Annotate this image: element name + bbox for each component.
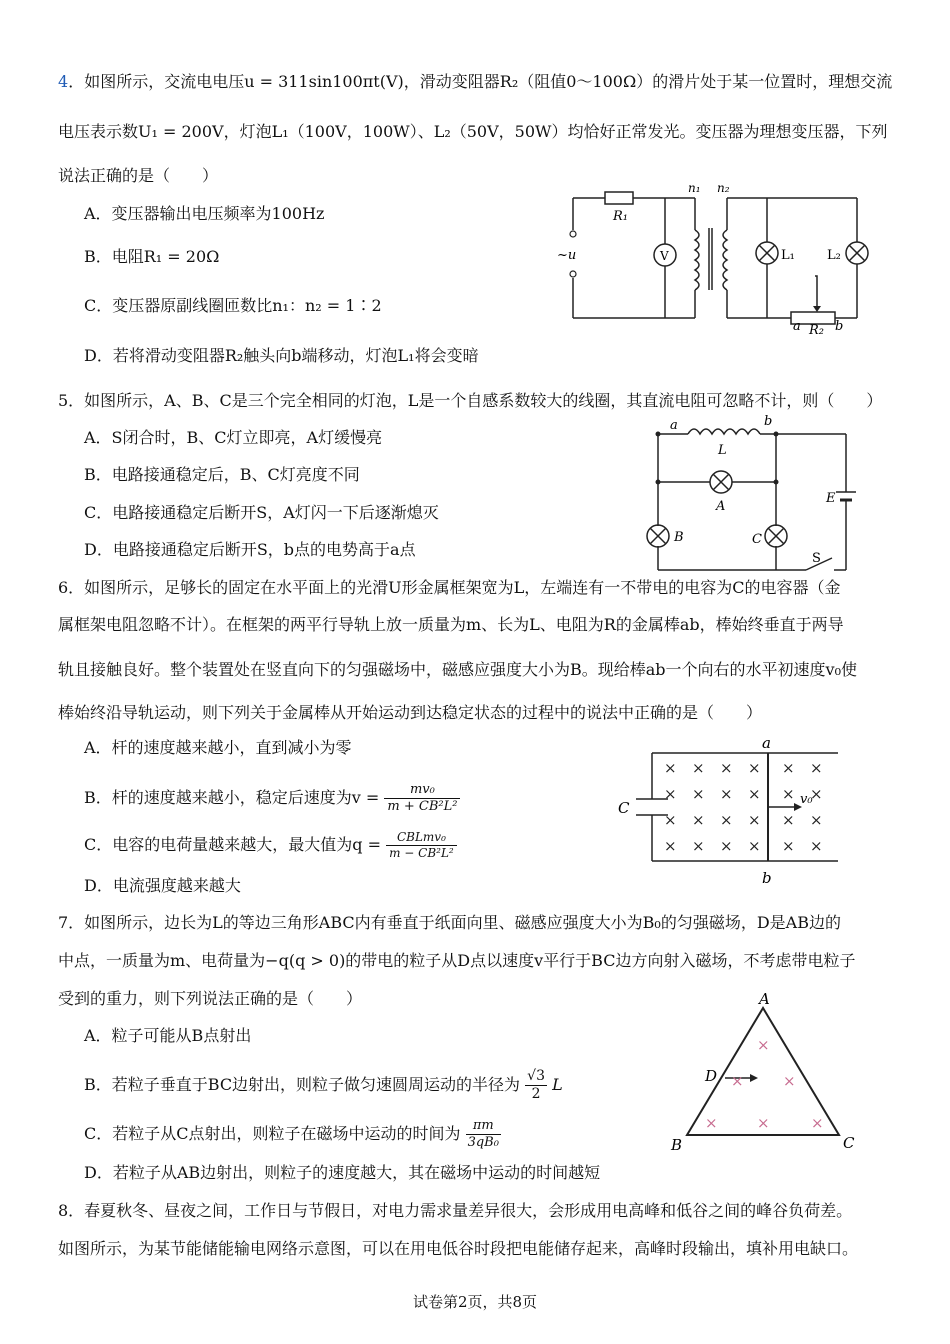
q5-option-a[interactable]: A．S闭合时，B、C灯立即亮，A灯缓慢亮 xyxy=(84,428,383,447)
field-cross: × xyxy=(720,837,733,855)
label-c: C xyxy=(843,1134,855,1152)
field-cross: × xyxy=(692,837,705,855)
q6-line4: 棒始终沿导轨运动，则下列关于金属棒从开始运动到达稳定状态的过程中的说法中正确的是（ ） xyxy=(58,703,763,722)
q7-fracb-tail: L xyxy=(552,1075,563,1094)
label-n2: n₂ xyxy=(717,181,730,195)
q6-fracc-num: CBLmv₀ xyxy=(386,830,457,846)
field-cross: × xyxy=(748,837,761,855)
field-cross: × xyxy=(811,1114,824,1132)
field-cross: × xyxy=(782,759,795,777)
label-b: B xyxy=(671,1136,683,1154)
label-b: b xyxy=(835,319,844,334)
q4-option-c[interactable]: C．变压器原副线圈匝数比n₁：n₂ = 1∶2 xyxy=(84,296,382,315)
q4-option-a[interactable]: A．变压器输出电压频率为100Hz xyxy=(84,204,325,223)
field-cross: × xyxy=(720,759,733,777)
q6-option-c-fraction xyxy=(386,830,457,861)
field-cross: × xyxy=(782,811,795,829)
q7-triangle-figure xyxy=(665,990,865,1160)
secondary-coil xyxy=(723,230,727,290)
field-cross: × xyxy=(692,785,705,803)
field-cross: × xyxy=(692,811,705,829)
q6-line2: 属框架电阻忽略不计）。在框架的两平行导轨上放一质量为m、长为L、电阻为R的金属棒ab，棒始终垂直于两导 xyxy=(58,615,844,634)
q6-option-a[interactable]: A．杆的速度越来越小，直到减小为零 xyxy=(84,738,352,757)
q7-option-d[interactable]: D．若粒子从AB边射出，则粒子的速度越大，其在磁场中运动的时间越短 xyxy=(84,1163,601,1182)
label-l1: L₁ xyxy=(781,248,795,263)
q6-fracc-den: m − CB²L² xyxy=(389,846,454,860)
field-cross: × xyxy=(664,785,677,803)
q8-line1: 8．春夏秋冬、昼夜之间，工作日与节假日，对电力需求量差异很大，会形成用电高峰和低谷之间的峰谷负荷差。 xyxy=(58,1201,853,1220)
q6-fracb-num: mv₀ xyxy=(384,782,460,799)
field-cross: × xyxy=(748,811,761,829)
q4-line1-text: ．如图所示，交流电电压u = 311sin100πt(V)，滑动变阻器R₂（阻值0～100Ω）的滑片处于某一位置时，理想交流 xyxy=(68,72,893,91)
q6-fracb-den: m + CB²L² xyxy=(387,799,458,814)
label-a: a xyxy=(762,735,771,752)
field-cross: × xyxy=(664,811,677,829)
label-d: D xyxy=(705,1067,718,1085)
primary-coil xyxy=(695,230,699,290)
q6-option-c[interactable] xyxy=(84,830,457,861)
field-cross: × xyxy=(782,837,795,855)
field-cross: × xyxy=(720,811,733,829)
label-bulb-c: C xyxy=(752,532,762,547)
field-cross: × xyxy=(810,811,823,829)
label-s: S xyxy=(812,551,821,566)
q5-circuit-figure xyxy=(636,410,876,580)
field-cross: × xyxy=(705,1114,718,1132)
q7-option-c[interactable] xyxy=(84,1118,501,1151)
q7-fracb-den: 2 xyxy=(531,1086,541,1102)
q6-option-d[interactable]: D．电流强度越来越大 xyxy=(84,876,241,895)
q6-rail-figure xyxy=(612,735,852,890)
label-b: b xyxy=(764,414,773,429)
field-cross: × xyxy=(748,759,761,777)
label-l: L xyxy=(718,443,727,458)
q4-line2: 电压表示数U₁ = 200V，灯泡L₁（100V，100W）、L₂（50V，50W）均恰好正常发光。变压器为理想变压器，下列 xyxy=(58,122,888,141)
q6-line1: 6．如图所示，足够长的固定在水平面上的光滑U形金属框架宽为L，左端连有一不带电的电容为C的电容器（金 xyxy=(58,578,841,597)
q7-fracb-num: √3 xyxy=(527,1068,545,1084)
q7-option-c-fraction xyxy=(466,1118,501,1151)
label-r1: R₁ xyxy=(613,209,628,224)
label-v0: v₀ xyxy=(800,792,813,807)
label-bulb-a: A xyxy=(716,499,726,514)
field-cross: × xyxy=(664,759,677,777)
label-a: a xyxy=(670,418,678,433)
label-bulb-b: B xyxy=(674,530,684,545)
field-cross: × xyxy=(720,785,733,803)
q7-option-b-text: B．若粒子垂直于BC边射出，则粒子做匀速圆周运动的半径为 xyxy=(84,1075,521,1094)
r1-resistor xyxy=(605,192,633,204)
q4-option-b[interactable]: B．电阻R₁ = 20Ω xyxy=(84,247,220,266)
label-c: C xyxy=(618,799,630,817)
field-cross: × xyxy=(664,837,677,855)
q7-option-a[interactable]: A．粒子可能从B点射出 xyxy=(84,1026,252,1045)
q6-option-b-fraction xyxy=(384,782,460,815)
field-cross: × xyxy=(810,785,823,803)
q7-line2: 中点，一质量为m、电荷量为−q(q > 0)的带电的粒子从D点以速度v平行于BC边方向射入磁场，不考虑带电粒子 xyxy=(58,951,856,970)
q7-option-b[interactable] xyxy=(84,1068,563,1103)
inductor-coil xyxy=(688,429,760,434)
q5-option-c[interactable]: C．电路接通稳定后断开S，A灯闪一下后逐渐熄灭 xyxy=(84,503,439,522)
label-v: V xyxy=(660,249,669,263)
q5-line1: 5．如图所示，A、B、C是三个完全相同的灯泡，L是一个自感系数较大的线圈，其直流电阻可忽略不计，则（ ） xyxy=(58,391,883,410)
label-u: ~u xyxy=(557,248,577,263)
field-cross: × xyxy=(783,1072,796,1090)
label-e: E xyxy=(826,491,836,506)
q4-circuit-figure xyxy=(555,178,895,338)
field-cross: × xyxy=(757,1114,770,1132)
q7-fracc-den: 3qB₀ xyxy=(467,1135,499,1150)
label-l2: L₂ xyxy=(827,248,841,263)
field-cross: × xyxy=(810,837,823,855)
q7-fracc-num: πm xyxy=(466,1118,501,1135)
q7-line1: 7．如图所示，边长为L的等边三角形ABC内有垂直于纸面向里、磁感应强度大小为B₀的匀强磁场，D是AB边的 xyxy=(58,913,841,932)
label-r2: R₂ xyxy=(809,323,824,338)
q4-line1 xyxy=(58,72,892,92)
label-a: A xyxy=(759,990,770,1008)
field-cross: × xyxy=(748,785,761,803)
q7-option-b-fraction xyxy=(525,1068,547,1103)
label-b: b xyxy=(762,869,772,887)
q4-option-d[interactable]: D．若将滑动变阻器R₂触头向b端移动，灯泡L₁将会变暗 xyxy=(84,346,479,365)
field-cross: × xyxy=(810,759,823,777)
q6-option-c-text: C．电容的电荷量越来越大，最大值为q = xyxy=(84,835,381,854)
field-cross: × xyxy=(757,1036,770,1054)
q7-line3: 受到的重力，则下列说法正确的是（ ） xyxy=(58,989,363,1008)
page-footer: 试卷第2页，共8页 xyxy=(412,1293,538,1311)
label-n1: n₁ xyxy=(688,181,701,195)
q7-option-c-text: C．若粒子从C点射出，则粒子在磁场中运动的时间为 xyxy=(84,1124,461,1143)
q5-option-b[interactable]: B．电路接通稳定后，B、C灯亮度不同 xyxy=(84,465,360,484)
q4-line3: 说法正确的是（ ） xyxy=(58,166,219,185)
q6-line3: 轨且接触良好。整个装置处在竖直向下的匀强磁场中，磁感应强度大小为B。现给棒ab一个向右的水平初速度v₀使 xyxy=(58,660,857,679)
q6-option-b-text: B．杆的速度越来越小，稳定后速度为v = xyxy=(84,788,380,807)
field-cross: × xyxy=(731,1072,744,1090)
q4-number: 4 xyxy=(58,72,69,91)
q8-line2: 如图所示，为某节能储能输电网络示意图，可以在用电低谷时段把电能储存起来，高峰时段输出，填补用电缺口。 xyxy=(58,1239,859,1258)
field-cross: × xyxy=(782,785,795,803)
label-a: a xyxy=(793,319,801,334)
q6-option-b[interactable] xyxy=(84,782,460,815)
field-cross: × xyxy=(692,759,705,777)
q5-option-d[interactable]: D．电路接通稳定后断开S，b点的电势高于a点 xyxy=(84,540,416,559)
